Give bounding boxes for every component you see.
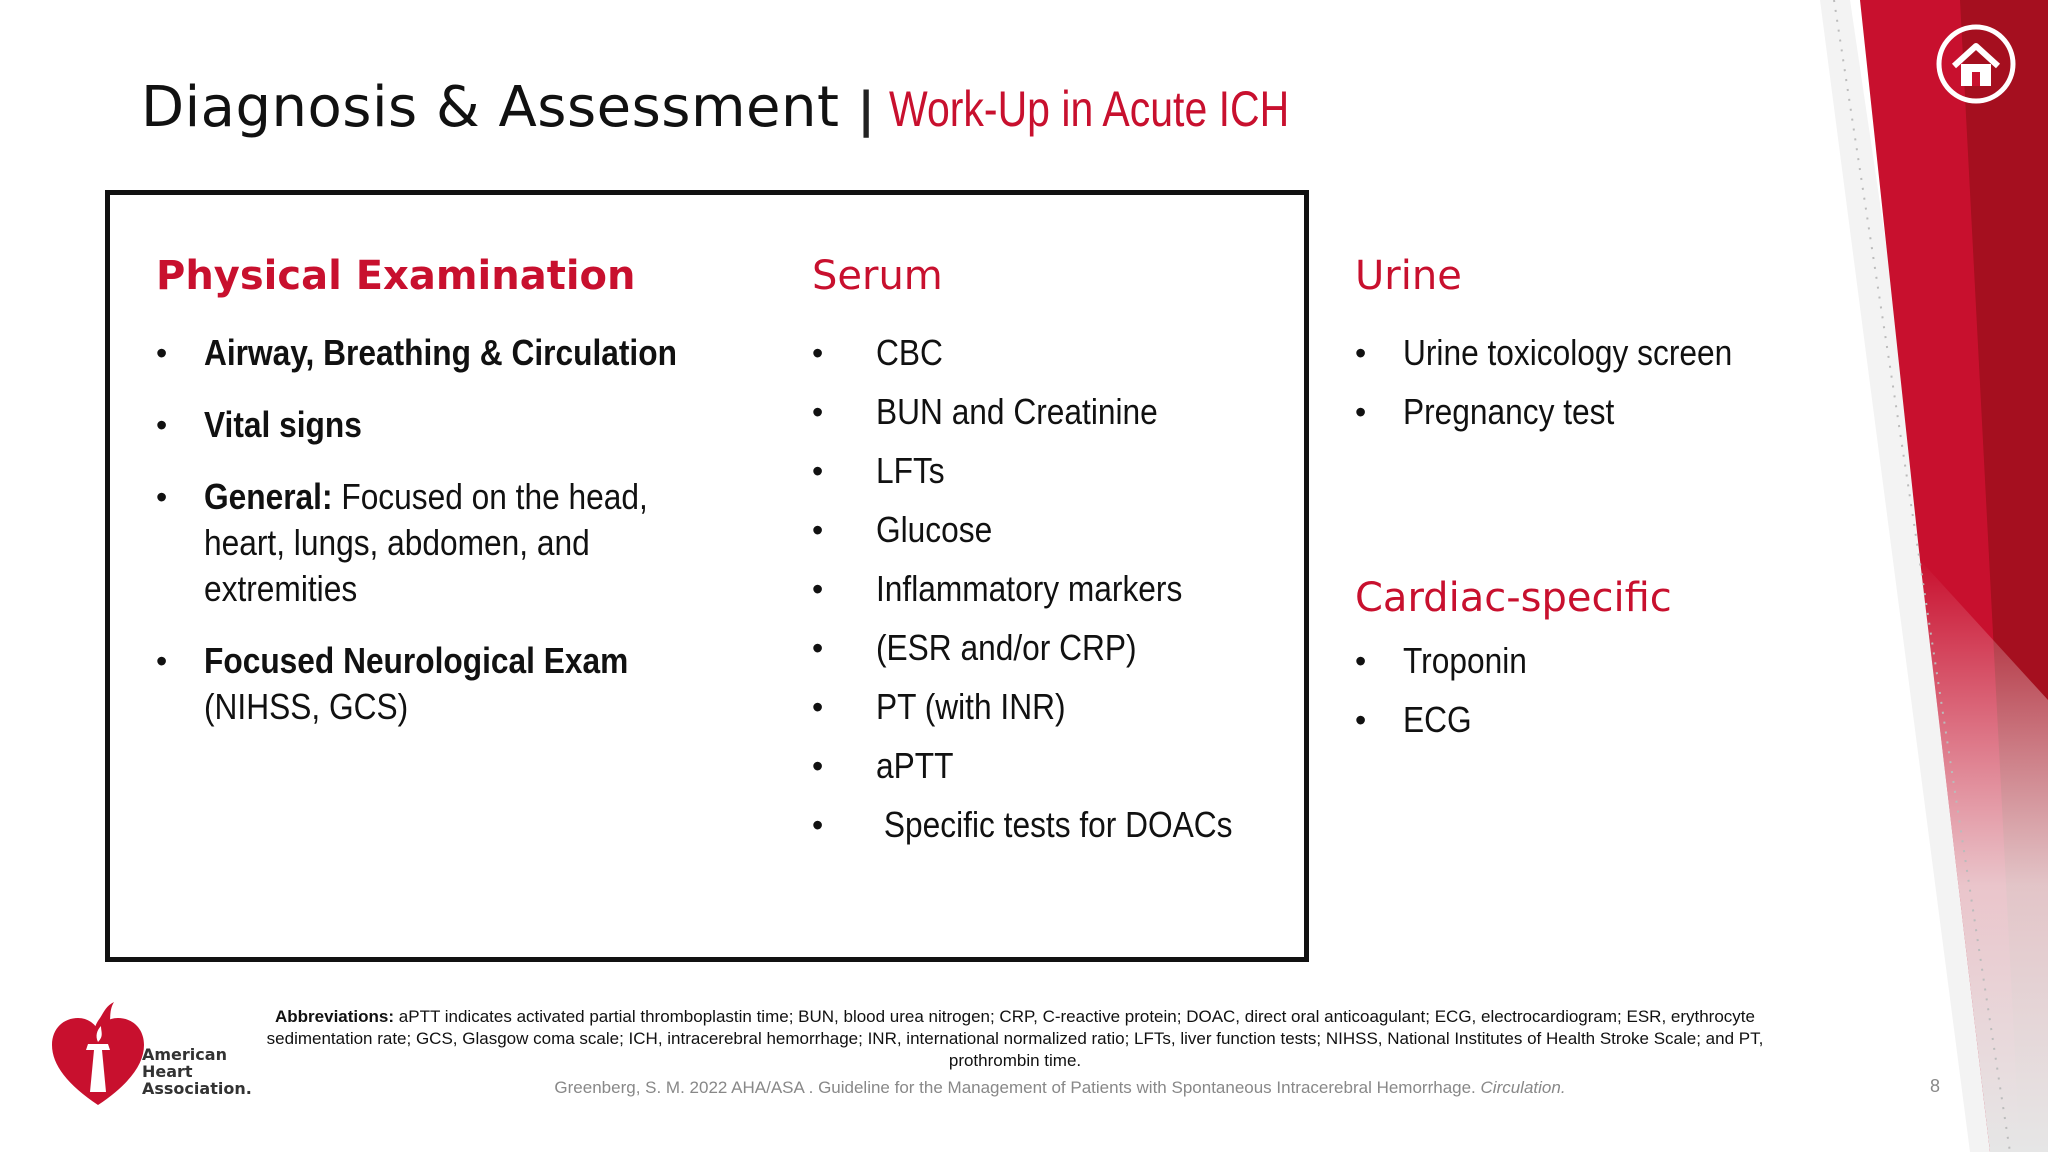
physical-exam-list <box>156 330 716 730</box>
list-item: • Pregnancy test <box>1355 389 1915 435</box>
list-item <box>156 402 716 448</box>
cardiac-section <box>1355 575 1915 756</box>
list-item: • (ESR and/or CRP) <box>812 625 1292 671</box>
item-bold-text: Airway, Breathing & Circulation <box>204 332 677 373</box>
abbreviations-text: aPTT indicates activated partial thromboplastin time; BUN, blood urea nitrogen; CRP, C-reactive protein; DOAC, direct oral anticoagulant; ECG, electrocardiogram; ESR, erythrocyte sedimentation rate; GCS, Glasgow coma scale; ICH, intracerebral hemorrhage; INR, international normalized ratio; LFTs, liver function tests; NIHSS, National Institutes of Health Stroke Scale; and PT, prothrombin time. <box>266 1007 1764 1070</box>
item-bold-text: General: <box>204 476 333 517</box>
list-item: • LFTs <box>812 448 1292 494</box>
citation-journal: Circulation. <box>1480 1078 1566 1097</box>
list-item: • Troponin <box>1355 638 1915 684</box>
logo-line: Heart <box>142 1062 193 1081</box>
physical-exam-section <box>156 253 716 756</box>
logo-text <box>142 1046 252 1097</box>
cardiac-heading: Cardiac-specific <box>1355 575 1672 621</box>
logo-line: Association. <box>142 1079 252 1098</box>
slide-title <box>141 75 1377 140</box>
urine-heading: Urine <box>1355 253 1462 299</box>
list-item: • ECG <box>1355 697 1915 743</box>
serum-heading: Serum <box>812 253 943 299</box>
list-item: • BUN and Creatinine <box>812 389 1292 435</box>
abbreviations-label: Abbreviations: <box>275 1007 395 1026</box>
list-item <box>156 638 716 730</box>
citation-text: Greenberg, S. M. 2022 AHA/ASA . Guideline for the Management of Patients with Spontaneous Intracerebral Hemorrhage. <box>554 1078 1476 1097</box>
list-item: • Glucose <box>812 507 1292 553</box>
serum-list <box>812 330 1292 848</box>
list-item: • General: Focused on the head, heart, lungs, abdomen, and extremities <box>156 474 716 612</box>
list-item: • aPTT <box>812 743 1292 789</box>
list-item: • Specific tests for DOACs <box>812 802 1292 848</box>
list-item: • Urine toxicology screen <box>1355 330 1915 376</box>
page-number: 8 <box>1930 1076 1941 1096</box>
item-rest-text: (NIHSS, GCS) <box>204 686 409 727</box>
decorative-side-bars <box>1820 0 2048 1152</box>
home-icon <box>1934 22 2018 106</box>
title-separator: | <box>857 82 875 138</box>
item-bold-text: Vital signs <box>204 404 362 445</box>
item-bold-text: Focused Neurological Exam <box>204 640 629 681</box>
cardiac-list <box>1355 638 1915 743</box>
list-item: • PT (with INR) <box>812 684 1292 730</box>
list-item: • Inflammatory markers <box>812 566 1292 612</box>
urine-list <box>1355 330 1915 435</box>
abbreviations-note <box>230 1006 1800 1072</box>
home-button[interactable] <box>1934 22 2018 106</box>
urine-section <box>1355 253 1915 448</box>
physical-exam-heading: Physical Examination <box>156 253 636 299</box>
citation <box>380 1078 1740 1098</box>
list-item: • CBC <box>812 330 1292 376</box>
title-subtitle: Work-Up in Acute ICH <box>888 81 1290 137</box>
logo-line: American <box>142 1045 227 1064</box>
list-item <box>156 330 716 376</box>
title-main: Diagnosis & Assessment <box>141 75 840 140</box>
serum-section <box>812 253 1292 861</box>
